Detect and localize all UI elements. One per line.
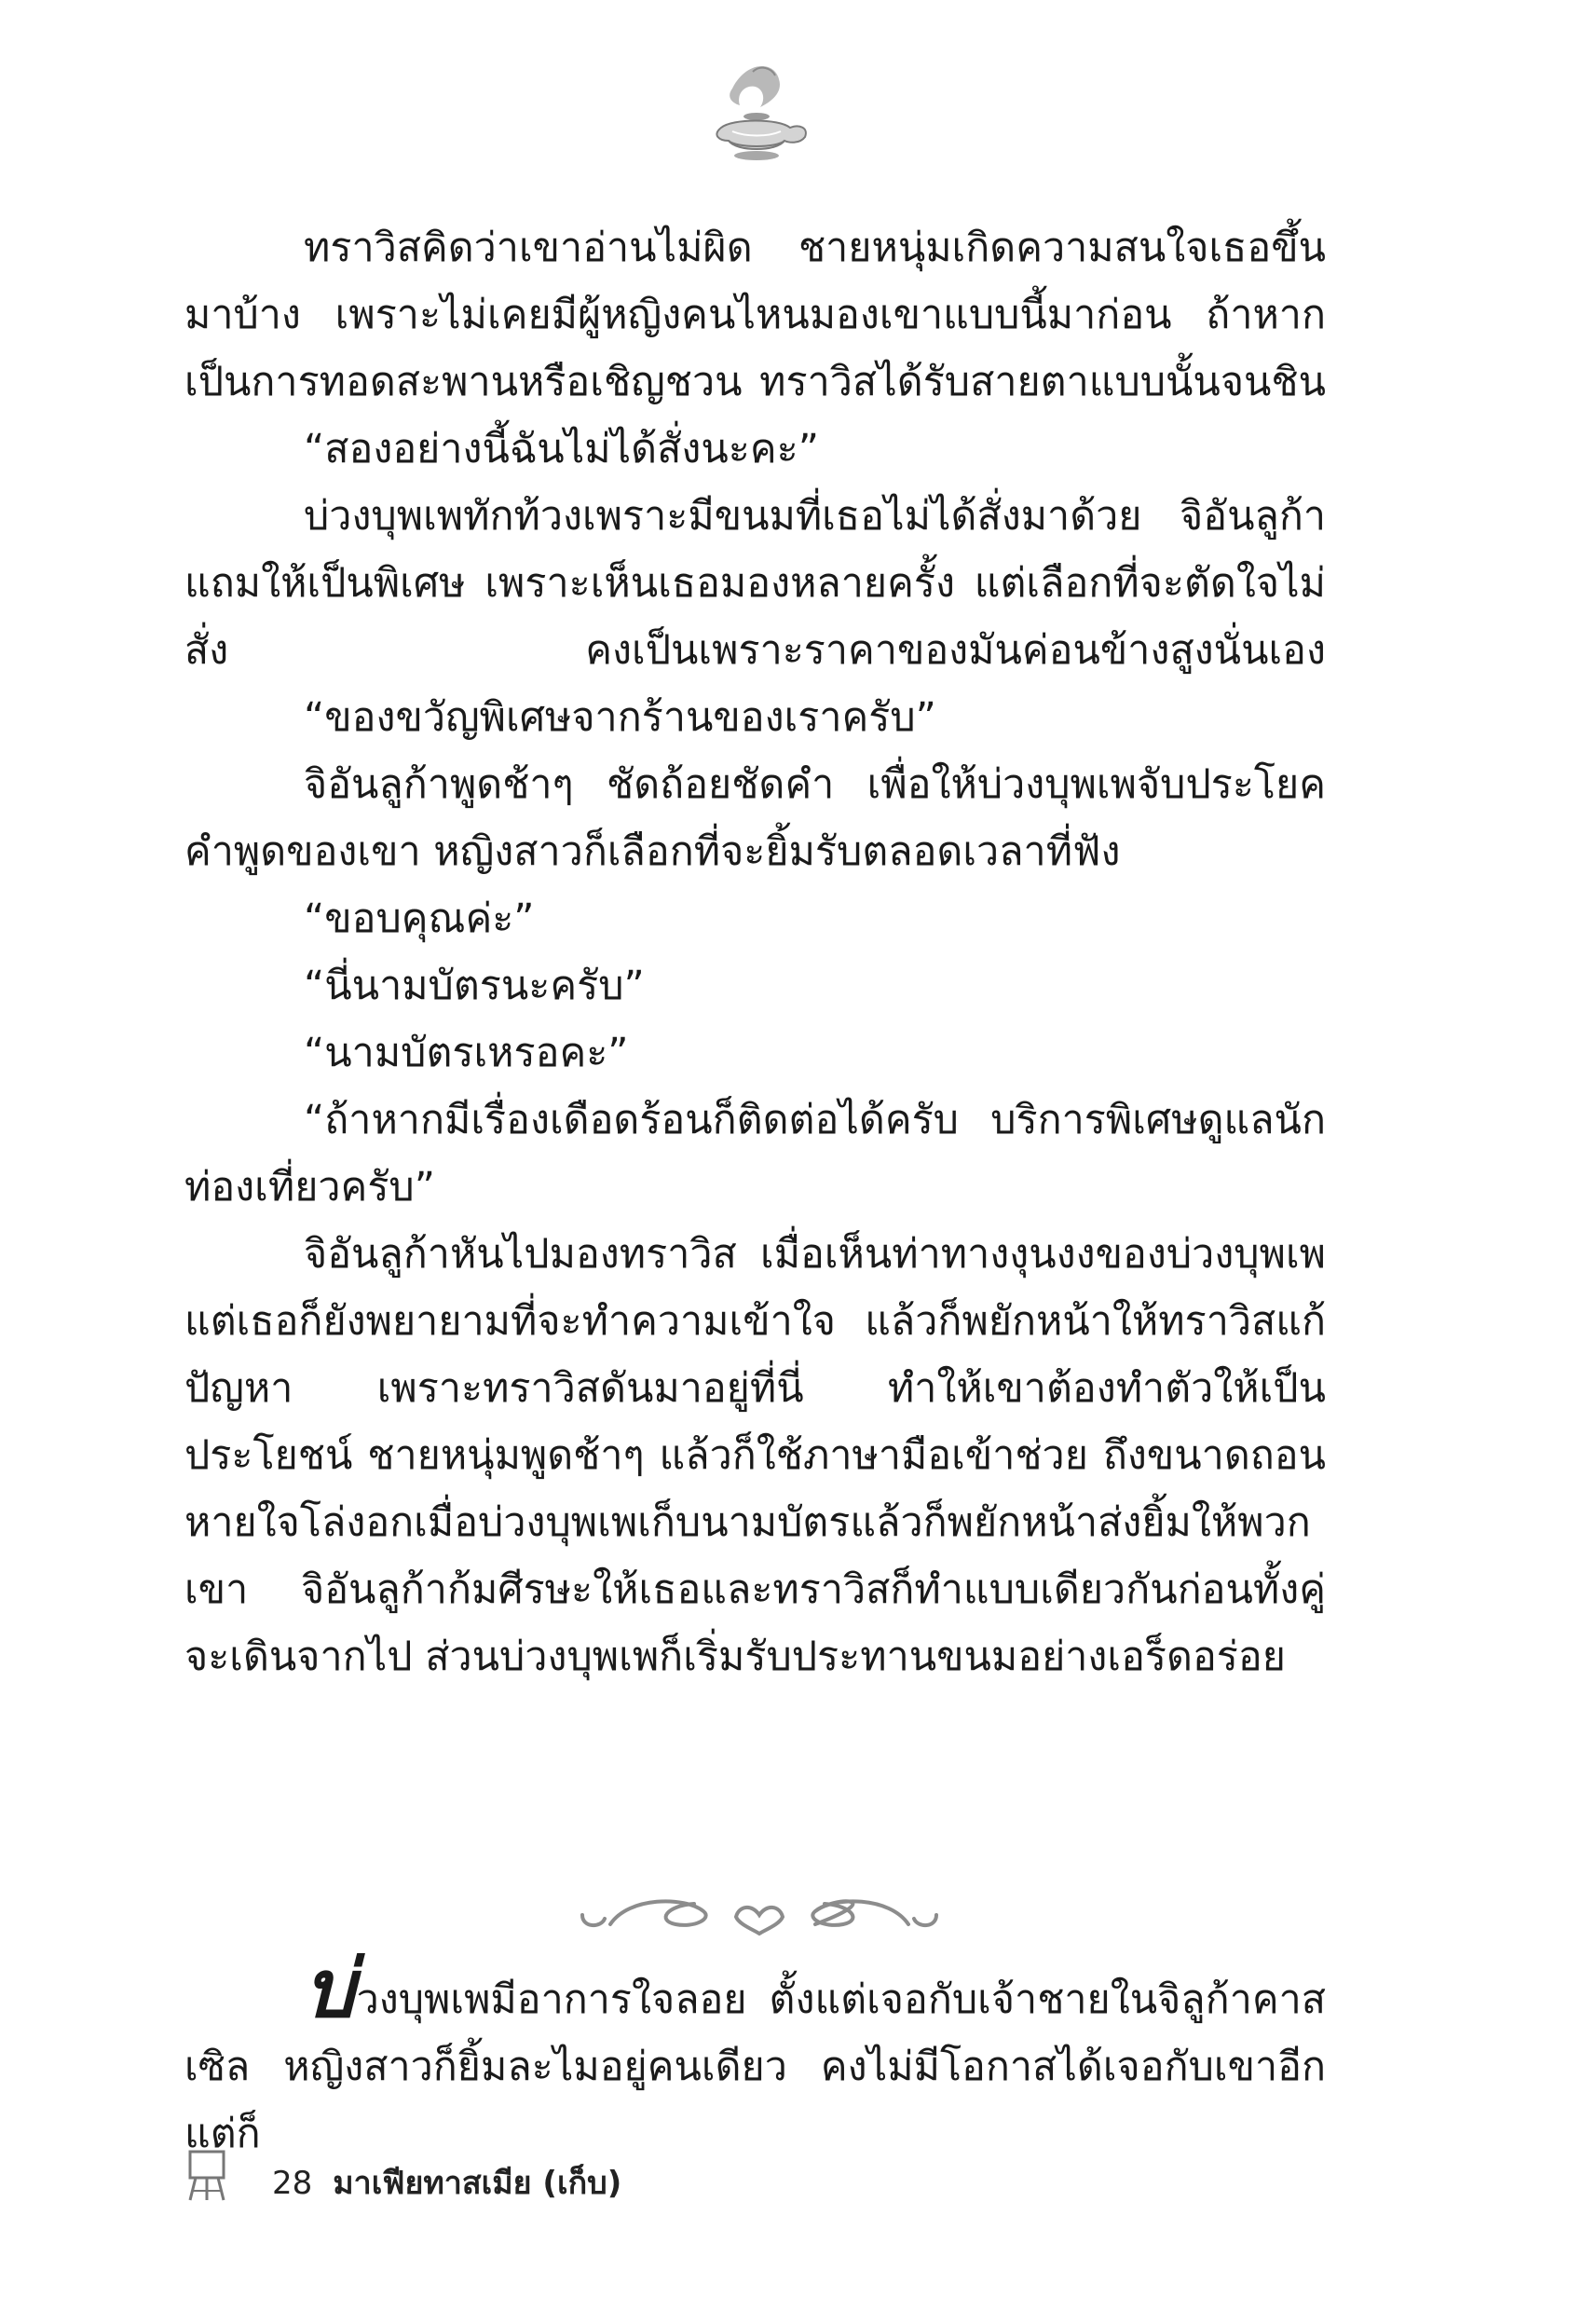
- dialogue-line: “ของขวัญพิเศษจากร้านของเราครับ”: [304, 694, 936, 741]
- paragraph: บ่วงบุพเพทักท้วงเพราะมีขนมที่เธอไม่ได้สั่งมาด้วย จิอันลูก้าแถมให้เป็นพิเศษ เพราะเห็นเธอมองหลายครั้ง แต่เลือกที่จะตัดใจไม่สั่ง คงเป็นเพราะราคาของมันค่อนข้างสูงนั่นเอง: [184, 493, 1326, 674]
- easel-icon: [186, 2148, 227, 2202]
- paragraph: จิอันลูก้าหันไปมองทราวิส เมื่อเห็นท่าทางงุนงงของบ่วงบุพเพ แต่เธอก็ยังพยายามที่จะทำความเข้าใจ แล้วก็พยักหน้าให้ทราวิสแก้ปัญหา เพราะทราวิสดันมาอยู่ที่นี่ ทำให้เขาต้องทำตัวให้เป็นประโยชน์ ชายหนุ่มพูดช้าๆ แล้วก็ใช้ภาษามือเข้าช่วย ถึงขนาดถอนหายใจโล่งอกเมื่อบ่วงบุพเพเก็บนามบัตรแล้วก็พยักหน้าส่งยิ้มให้พวกเขา จิอันลูก้าก้มศีรษะให้เธอและทราวิสก็ทำแบบเดียวกันก่อนทั้งคู่จะเดินจากไป ส่วนบ่วงบุพเพก็เริ่มรับประทานขนมอย่างเอร็ดอร่อย: [184, 1231, 1326, 1680]
- paragraph: จิอันลูก้าพูดช้าๆ ชัดถ้อยชัดคำ เพื่อให้บ่วงบุพเพจับประโยคคำพูดของเขา หญิงสาวก็เลือกที่จะยิ้มรับตลอดเวลาที่ฟัง: [184, 761, 1326, 875]
- dialogue-line: “นี่นามบัตรนะครับ”: [304, 963, 645, 1009]
- paragraph-text: วงบุพเพมีอาการใจลอย ตั้งแต่เจอกับเจ้าชายในจิลูก้าคาสเซิล หญิงสาวก็ยิ้มละไมอยู่คนเดียว คงไม่มีโอกาสได้เจอกับเขาอีก แต่ก็: [184, 1976, 1326, 2157]
- drop-cap: บ่: [304, 1942, 355, 2036]
- dialogue-line: “นามบัตรเหรอคะ”: [304, 1030, 629, 1076]
- page-number: 28: [272, 2165, 313, 2202]
- body-text: [184, 214, 1326, 1690]
- dialogue-line: “สองอย่างนี้ฉันไม่ได้สั่งนะคะ”: [304, 426, 819, 472]
- page-footer: [186, 2148, 839, 2204]
- new-section-text: [184, 1942, 1326, 2167]
- book-title: มาเฟียทาสเมีย (เก็บ): [333, 2165, 622, 2202]
- dialogue-line: “ถ้าหากมีเรื่องเดือดร้อนก็ติดต่อได้ครับ บริการพิเศษดูแลนักท่องเที่ยวครับ”: [184, 1097, 1326, 1210]
- section-divider-ornament-icon: [573, 1887, 946, 1943]
- paragraph: [184, 1942, 1326, 2167]
- dialogue-line: “ขอบคุณค่ะ”: [304, 896, 535, 942]
- genie-lamp-ornament-icon: [695, 51, 816, 172]
- paragraph: ทราวิสคิดว่าเขาอ่านไม่ผิด ชายหนุ่มเกิดความสนใจเธอขึ้นมาบ้าง เพราะไม่เคยมีผู้หญิงคนไหนมองเขาแบบนี้มาก่อน ถ้าหากเป็นการทอดสะพานหรือเชิญชวน ทราวิสได้รับสายตาแบบนั้นจนชิน: [184, 225, 1326, 405]
